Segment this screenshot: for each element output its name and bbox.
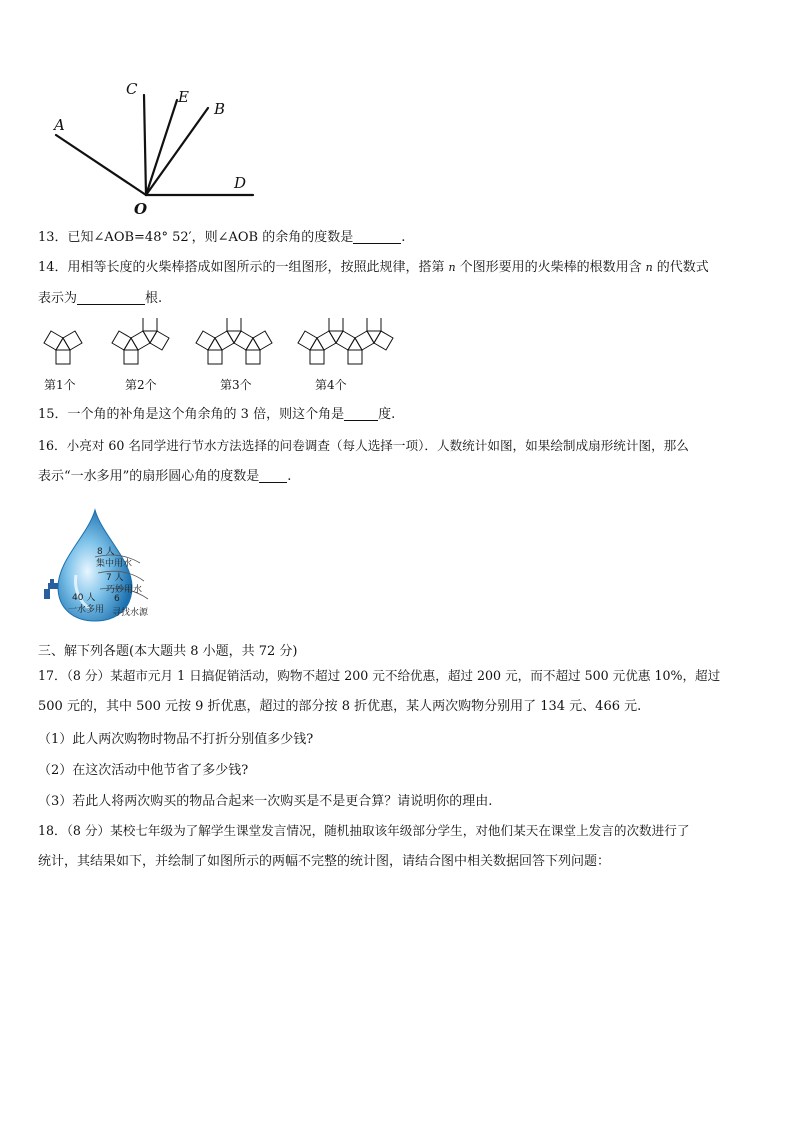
label-d: D [234, 174, 247, 192]
faucet-icon [44, 579, 58, 599]
drop-label-0: 集中用水 [96, 559, 133, 569]
drop-count-1: 7 人 [106, 573, 124, 583]
matchstick-figures [38, 318, 398, 373]
answer-blank [77, 290, 145, 305]
question-14-line2: 表示为 根. [38, 291, 163, 306]
question-17-line2: 500 元的，其中 500 元按 9 折优惠，超过的部分按 8 折优惠，某人两次购物分别用了 134 元、466 元. [38, 699, 642, 714]
ray-oc [144, 95, 146, 195]
question-16: 16．小亮对 60 名同学进行节水方法选择的问卷调查（每人选择一项）．人数统计如图，如果绘制成扇形统计图，那么 [38, 438, 689, 453]
question-17-part-3: （3）若此人将两次购买的物品合起来一次购买是不是更合算？请说明你的理由. [38, 794, 493, 809]
section-heading: 三、解下列各题(本大题共 8 小题，共 72 分) [38, 644, 298, 659]
question-16-line2: 表示“一水多用”的扇形圆心角的度数是 . [38, 469, 292, 484]
drop-count-2: 40 人 [72, 593, 96, 603]
drop-label-1: 巧妙用水 [106, 585, 143, 595]
label-e: E [178, 88, 189, 106]
ray-oa [56, 135, 146, 195]
question-17: 17．（8 分）某超市元月 1 日搞促销活动，购物不超过 200 元不给优惠，超过 200 元，而不超过 500 元优惠 10%，超过 [38, 668, 721, 683]
label-o: O [134, 200, 148, 218]
caption-figure-2: 第2个 [125, 378, 157, 392]
ray-ob [146, 108, 208, 195]
caption-figure-3: 第3个 [220, 378, 252, 392]
drop-count-3: 6 [114, 594, 120, 604]
matchstick-figure-4 [298, 318, 393, 364]
question-15: 15．一个角的补角是这个角余角的 3 倍，则这个角是 度. [38, 407, 396, 422]
drop-count-0: 8 人 [97, 547, 115, 557]
matchstick-figure-1 [44, 331, 82, 364]
question-14: 14．用相等长度的火柴棒搭成如图所示的一组图形，按照此规律，搭第 n 个图形要用的火柴棒的根数用含 n 的代数式 [38, 260, 709, 275]
answer-blank [259, 468, 287, 483]
label-b: B [214, 100, 226, 118]
caption-figure-1: 第1个 [44, 378, 76, 392]
answer-blank [344, 406, 378, 421]
answer-blank [353, 229, 401, 244]
question-17-part-2: （2）在这次活动中他节省了多少钱? [38, 763, 249, 778]
label-a: A [54, 116, 65, 134]
question-17-part-1: （1）此人两次购物时物品不打折分别值多少钱? [38, 732, 314, 747]
angle-figure [40, 70, 280, 220]
question-18: 18．（8 分）某校七年级为了解学生课堂发言情况，随机抽取该年级部分学生，对他们某天在课堂上发言的次数进行了 [38, 823, 690, 838]
drop-label-3: 寻找水源 [112, 608, 149, 618]
matchstick-figure-3 [196, 318, 272, 364]
label-c: C [126, 80, 138, 98]
drop-label-2: 一水多用 [68, 605, 105, 615]
matchstick-figure-2 [112, 318, 169, 364]
question-13: 13．已知∠AOB=48° 52′，则∠AOB 的余角的度数是 . [38, 230, 406, 245]
question-18-line2: 统计，其结果如下，并绘制了如图所示的两幅不完整的统计图，请结合图中相关数据回答下列问题： [38, 854, 611, 869]
caption-figure-4: 第4个 [315, 378, 347, 392]
ray-oe [146, 100, 177, 195]
